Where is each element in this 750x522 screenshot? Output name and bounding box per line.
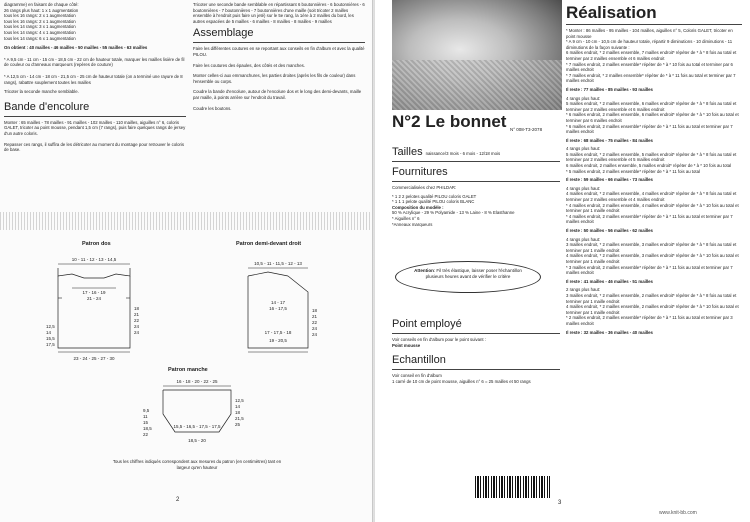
left-page-number: 2 [176,497,180,503]
dos-left-dim-2: 15,5 [46,336,55,341]
manche-bottom-dim: 15,5 - 16,5 - 17,5 - 17,5 [173,424,221,429]
dos-left-dim-0: 12,5 [46,324,55,329]
realisation-step: 6 mailles endroit, 2 mailles ensemble, 5 mailles endroit* répéter de * à * 10 fois au total [566,163,732,169]
tailles-heading: Tailles [392,146,423,158]
dos-right-dim-1: 21 [134,312,140,317]
fournitures-line-2: * 1 1 1 pelote qualité PILOU coloris BLANC [392,199,475,205]
realisation-step: * 6 mailles endroit, 2 mailles ensemble* répéter de * à * 11 fois au total et terminer par 7 mailles endroit [566,123,733,135]
composition-value: 50 % Acrylique - 29 % Polyamide - 13 % Laine - 8 % Elasthanne [392,210,515,216]
realisation-step: 6 mailles endroit, * 2 mailles ensemble, 7 mailles endroit* répéter de * à * 8 fois au total et terminer par 2 mailles ensemble et 6 mailles endroit [566,50,737,61]
increase-list [4,2,186,41]
point-name: Point mousse [392,342,421,348]
measurement-footnote: Tous les chiffres indiqués correspondent aux mesures du patron (en centimètres) tant en largeur qu'en hauteur [112,459,282,470]
realisation-step: * 6 mailles endroit, 2 mailles ensemble, 6 mailles endroit* répéter de * à * 10 fois au total et terminer par 6 mailles endroit [566,112,739,123]
manche-left-dim-2: 15 [143,420,149,425]
dos-mid-dim: 17 - 16 - 19 [82,290,106,295]
realisation-step: 4 mailles endroit, * 2 mailles ensemble, 4 mailles endroit* répéter de * à * 8 fois au total et terminer par 2 mailles ensemble et 4 mailles endroit [566,191,737,203]
left-column-2 [193,2,365,114]
dos-top-dim: 10 - 11 - 12 - 13 - 14,5 [71,257,117,262]
echantillon-line-1: Voir conseil en fin d'album [392,373,442,379]
manche-left-dim-1: 11 [143,414,148,419]
bande-instruction: Monter : 65 mailles - 78 mailles - 91 mailles - 102 mailles - 110 mailles, aiguilles n° 6, coloris GALET, tricoter au point mousse, pendant 1,5 cm (7 rangs), puis faire quelques rangs de jersey d'un autre coloris. [4,119,186,136]
section-divider [392,181,560,182]
assemblage-para-4: Coudre la bande d'encolure, autour de l'encolure dos et le long des demi-devants, maille par maille, à points arrière sur l'endroit du travail. [193,89,362,100]
right-page [375,0,750,522]
realisation-step: 3 mailles endroit, * 2 mailles ensemble, 3 mailles endroit* répéter de * à * 8 fois au total et terminer par 1 maille endroit [566,242,737,253]
realisation-step: * 3 mailles endroit, 2 mailles ensemble* répéter de * à * 11 fois au total et terminer par 7 mailles endroit [566,264,733,276]
fournitures-heading: Fournitures [392,166,448,178]
demi-bottom2-dim: 19 - 20,5 [269,338,287,343]
realisation-step: * A 9 cm - 10 cm - 10,5 cm de hauteur totale, répartir 9 diminutions - 10 diminutions - 11 diminutions de la façon suivante : [566,39,733,50]
knit-texture [392,60,562,110]
realisation-step: 2 rangs plus haut: [566,287,601,293]
manche-left-dim-3: 18,5 [143,426,152,431]
right-page-number: 3 [558,500,562,506]
dos-left-dim-3: 17,5 [46,342,55,347]
stitch-remaining: Il reste : 50 mailles - 56 mailles - 62 mailles [566,228,653,233]
demi-top-dim: 10,5 - 11 - 11,5 - 12 - 13 [254,261,302,266]
realisation-step: * 4 mailles endroit, 2 mailles ensemble* répéter de * à * 11 fois au total et terminer par 7 mailles endroit [566,213,733,225]
point-employe-heading: Point employé [392,318,462,330]
realisation-step: 5 mailles endroit, * 2 mailles ensemble, 6 mailles endroit* répéter de * à * 8 fois au total et terminer par 2 mailles ensemble et 6 mailles endroit [566,101,737,112]
dos-bottom-dim: 23 - 24 - 25 - 27 - 30 [73,356,115,361]
needles-info: * Aiguilles n° 6 [392,215,420,221]
demi-right-dim-1: 21 [312,314,318,319]
tailles-value: naissance/3 mois - 6 mois - 12/18 mois [425,151,501,156]
echantillon-line-2: 1 carré de 10 cm de point mousse, aiguilles n° 6 = 25 mailles et 50 rangs [392,378,531,384]
dos-right-dim-0: 18 [134,306,140,311]
stitch-remaining: Il reste : 59 mailles - 66 mailles - 73 mailles [566,177,653,183]
realisation-step: 4 rangs plus haut: [566,185,601,191]
patron-demi-devant-diagram [218,252,358,362]
dos-right-dim-2: 22 [134,318,140,323]
increase-line: tous les 16 rangs: 2 x 1 augmentation [4,13,76,19]
manche-left-dim-0: 9,5 [143,408,150,413]
demi-right-dim-4: 24 [312,332,318,337]
patron-dos-title: Patron dos [82,241,111,247]
demi-t3-dim: 16 - 17,5 [269,306,287,311]
patron-demi-devant-title: Patron demi-devant droit [236,241,302,247]
realisation-heading: Réalisation [566,3,657,22]
dos-mid2-dim: 21 - 24 [86,296,102,301]
realisation-step: 4 rangs plus haut: [566,95,601,101]
assemblage-para-1: Faire les différentes coutures en se reportant aux conseils en fin d'album et avec la qualité PILOU. [193,46,365,57]
patron-manche-diagram [135,374,265,449]
manche-right-dim-3: 21,5 [235,416,244,421]
assemblage-para-5: Coudre les boutons. [193,105,232,111]
bande-encolure-heading: Bande d'encolure [4,100,90,113]
left-page [0,0,374,522]
stitch-remaining: Il reste : 68 mailles - 75 mailles - 84 mailles [566,137,653,143]
left-column-1 [4,2,186,156]
right-column-1-lower [392,318,560,387]
realisation-steps [566,28,742,335]
realisation-step: 4 mailles endroit, * 2 mailles ensemble, 3 mailles endroit* répéter de * à * 10 fois au total et terminer par 1 maille endroit [566,253,739,264]
watermark-url: www.knit-bb.com [659,510,697,516]
demi-bottom-dim: 17 - 17,5 - 18 [264,330,292,335]
pattern-reference: N° 008-T3-2078 [510,127,543,132]
patron-manche-title: Patron manche [168,367,208,373]
increase-line: tous les 16 rangs: 2 x 1 augmentation [4,18,76,24]
section-divider [392,369,560,370]
right-column-1 [392,146,560,227]
increase-line: 26 rangs plus haut: 1 x 1 augmentation [4,7,79,13]
assemblage-heading: Assemblage [193,27,254,40]
manche-right-dim-4: 25 [235,422,241,427]
manche-right-dim-2: 18 [235,410,241,415]
realisation-step: 3 mailles endroit, * 2 mailles ensemble, 2 mailles endroit* répéter de * à * 8 fois au total et terminer par 1 maille endroit [566,292,737,304]
scan-noise-band [0,212,374,230]
markers-info: *Anneaux marqueurs [392,221,433,227]
increase-line: diagramme) en faisant de chaque côté: [4,2,79,7]
realisation-step: * 7 mailles endroit, * 2 mailles ensemble* répéter de * à * 11 fois au total et terminer par 7 mailles endroit [566,72,736,84]
buttonhole-instruction: Tricoter une seconde bande semblable en répartissant 6 boutonnières - 6 boutonnières - 6 boutonnières - 7 boutonnières - 7 boutonnières d'une maille (soit tricoter 2 mailles ensemble à l'endroit puis faire un jeté) sur le 5e rang, la 1ère à 2 mailles du bord, les autres espacées de 5 mailles - 6 mailles - 8 mailles - 8 mailles - 9 mailles [193,2,365,24]
manche-top-dim: 16 - 18 - 20 - 22 - 25 [176,379,218,384]
pattern-title: N°2 Le bonnet [392,112,507,131]
demi-right-dim-2: 22 [312,320,318,325]
section-divider [193,42,365,43]
bande-note: Repasser ces rangs, il suffira de les détricoter au moment du montage pour retrouver le coloris de base. [4,141,184,153]
stitch-count: On obtient : 40 mailles - 46 mailles - 50 mailles - 55 mailles - 63 mailles [4,45,148,51]
demi-right-dim-0: 18 [312,308,318,313]
section-divider [566,24,742,25]
manche-right-dim-1: 14 [235,404,241,409]
assemblage-para-2: Faire les coutures des épaules, des côtés et des manches. [193,62,306,68]
fournitures-line-0: Commercialisées chez PHILDAR: [392,185,457,190]
stitch-remaining: Il reste : 32 mailles - 36 mailles - 40 mailles [566,329,653,335]
increase-line: tous les 14 rangs: 3 x 1 augmentation [4,24,76,30]
patron-dos-diagram [20,248,170,363]
realisation-step: * 5 mailles endroit, 2 mailles ensemble* répéter de * à * 11 fois au total [566,168,700,174]
section-divider [392,333,560,334]
realisation-step: * 2 mailles endroit, 2 mailles ensemble* répéter de * à * 11 fois au total et terminer par 3 mailles endroit [566,315,733,326]
manche-left-dim-4: 22 [143,432,149,437]
increase-line: tous les 14 rangs: 6 x 1 augmentation [4,35,76,41]
composition-label: Composition du modèle : [392,204,444,210]
attention-label: Attention [414,268,434,273]
stitch-remaining: Il reste : 77 mailles - 85 mailles - 93 mailles [566,86,653,92]
echantillon-heading: Echantillon [392,354,446,367]
realisation-step: * 4 mailles endroit, 2 mailles ensemble, 4 mailles endroit* répéter de * à * 10 fois au total et terminer par 1 maille endroit [566,202,739,214]
demi-t2-dim: 14 - 17 [270,300,286,305]
realisation-step: * 7 mailles endroit, 2 mailles ensemble* répéter de * à * 10 fois au total et terminer par 6 mailles endroit [566,61,733,73]
realisation-step: * Monter : 86 mailles - 95 mailles - 104 mailles, aiguilles n° 5, Coloris GALET, tricoter en point mousse [566,28,733,39]
manche-right-dim-0: 12,5 [235,398,244,403]
second-sleeve-note: Tricoter la seconde manche semblable. [4,89,79,95]
marker-instruction: * A 9,5 cm - 11 cm - 15 cm - 18,5 cm - 22 cm de hauteur totale, marquer les mailles lisière de fil de couleur ou d'anneaux marqueurs (repères de couture) [4,56,185,68]
demi-right-dim-3: 24 [312,326,318,331]
dos-right-dim-3: 24 [134,324,140,329]
fournitures-line-1: * 1 2 2 pelotes qualité PILOU coloris GALET [392,193,477,199]
section-divider [392,161,560,162]
increase-line: tous les 14 rangs: 4 x 1 augmentation [4,29,76,35]
manche-bottom2-dim: 18,5 - 20 [188,438,206,443]
realisation-step: 4 rangs plus haut: [566,146,601,152]
realisation-step: 4 mailles endroit, * 2 mailles ensemble, 2 mailles endroit* répéter de * à * 10 fois au total et terminer par 1 maille endroit [566,304,739,315]
stitch-remaining: Il reste : 41 mailles - 46 mailles - 51 mailles [566,278,653,284]
cast-off-instruction: * A 12,5 cm - 14 cm - 18 cm - 21,5 cm - 25 cm de hauteur totale (on a terminé une rayure de 8 rangs), rabattre souplement toutes les mailles [4,73,183,85]
point-intro: Voir conseils en fin d'album pour le point suivant : [392,337,486,342]
section-divider [4,116,186,117]
realisation-step: 5 mailles endroit, * 2 mailles ensemble, 5 mailles endroit* répéter de * à * 8 fois au total et terminer par 2 mailles ensemble et 5 mailles endroit [566,151,737,163]
attention-notice [395,261,541,293]
assemblage-para-3: Monter celles-ci aux emmanchures, les parties droites (après les fils de couleur) dans l'ensemble ou corps. [193,73,356,84]
barcode [475,476,550,498]
dos-right-dim-4: 24 [134,330,140,335]
attention-text: : Fil très élastique, laisser poser l'échantillon plusieurs heures avant de vérifier le critère [425,268,522,279]
dos-left-dim-1: 14 [46,330,52,335]
realisation-step: 4 rangs plus haut: [566,236,601,242]
